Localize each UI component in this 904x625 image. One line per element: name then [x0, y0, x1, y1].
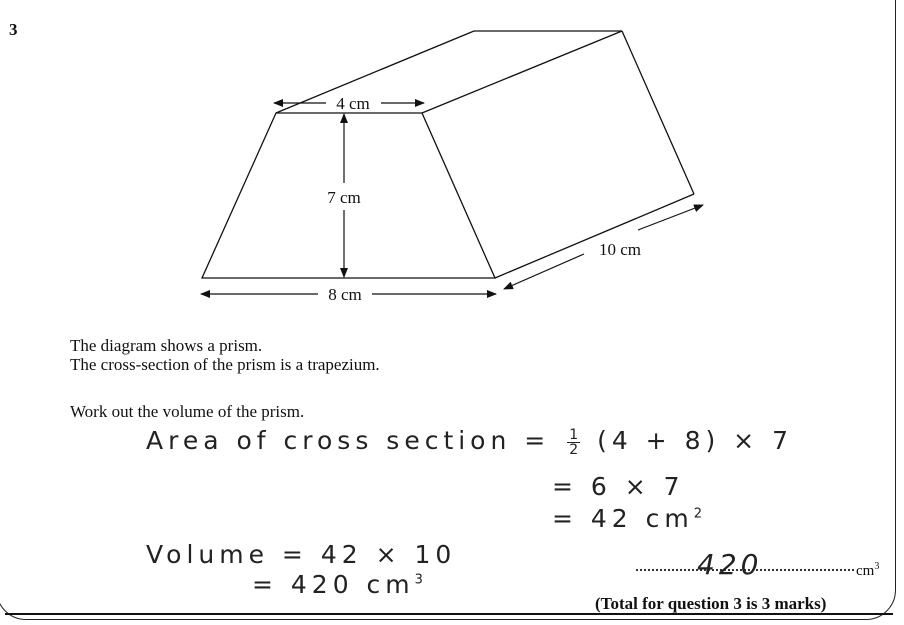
statement-line-1: The diagram shows a prism.: [70, 336, 263, 355]
fraction-denominator: 2: [569, 441, 579, 458]
prism-edge-bottom-right: [495, 194, 694, 278]
working-volume-line-2: [252, 570, 423, 599]
top-edge-label: 4 cm: [336, 94, 370, 113]
answer-value: 420: [697, 548, 763, 581]
working-volume-exponent: 3: [414, 572, 423, 588]
working-half-fraction: [567, 428, 580, 457]
statement-line-2: The cross-section of the prism is a trapezium.: [70, 355, 380, 374]
instruction-text: Work out the volume of the prism.: [70, 402, 305, 421]
bottom-rule: [5, 613, 893, 615]
working-step-2: = 6 × 7: [552, 472, 685, 501]
answer-unit-text: cm: [856, 563, 875, 579]
total-marks: (Total for question 3 is 3 marks): [595, 594, 827, 613]
working-step-3-text: = 42 cm: [552, 504, 694, 533]
prism-edge-top-right: [422, 31, 622, 113]
depth-arrow-high: [638, 205, 703, 230]
working-step-3: [552, 504, 702, 533]
prism-edge-top-left: [276, 31, 474, 113]
depth-arrow-low: [504, 254, 584, 289]
answer-unit-exponent: 3: [874, 561, 880, 572]
depth-label: 10 cm: [598, 240, 642, 259]
working-volume-line-1: Volume = 42 × 10: [146, 540, 457, 569]
fraction-numerator: 1: [569, 426, 579, 443]
working-volume-text: = 420 cm: [252, 570, 415, 599]
working-step-3-exponent: 2: [693, 506, 703, 522]
working-area-line: [146, 426, 793, 457]
bottom-edge-label: 8 cm: [328, 285, 362, 304]
working-area-expression: (4 + 8) × 7: [597, 426, 793, 455]
answer-unit: [856, 561, 879, 580]
height-label: 7 cm: [327, 188, 361, 207]
question-number: 3: [9, 20, 18, 39]
prism-back-slant-edge: [622, 31, 694, 194]
working-area-label: Area of cross section =: [146, 426, 551, 455]
